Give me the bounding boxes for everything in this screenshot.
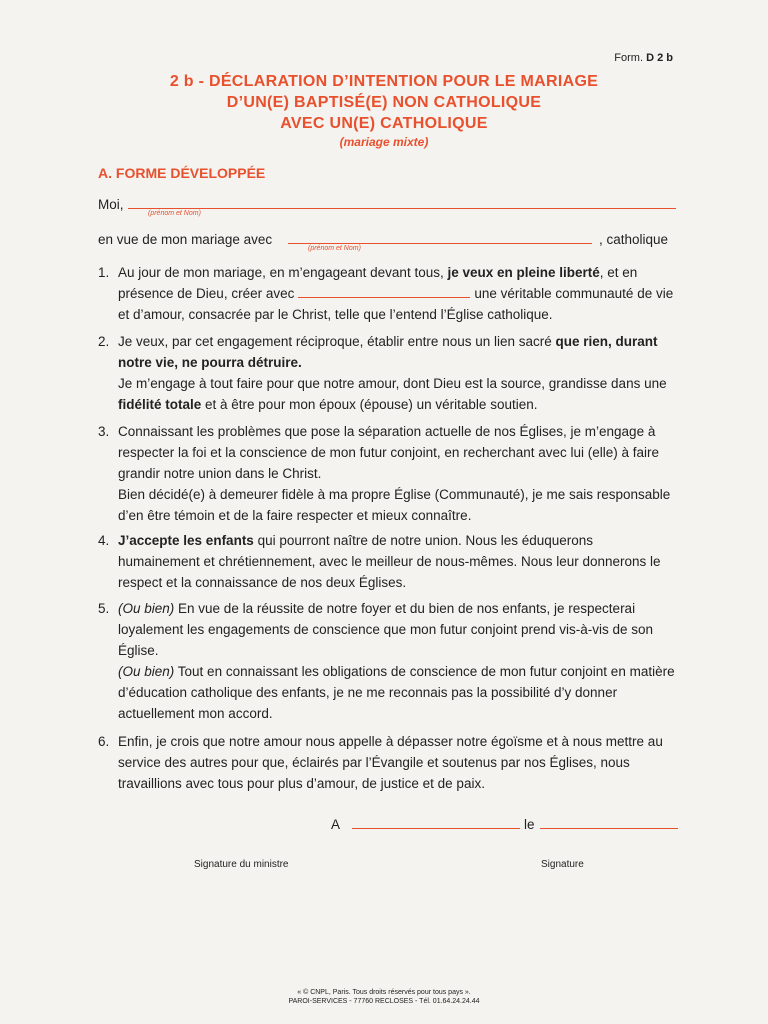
mariage-label: en vue de mon mariage avec xyxy=(98,232,273,247)
form-code xyxy=(614,52,673,64)
item-number: 5. xyxy=(98,601,110,616)
item-option-label: (Ou bien) xyxy=(118,664,175,679)
item-2 xyxy=(98,331,678,415)
moi-name-field[interactable] xyxy=(128,208,676,209)
date-field[interactable] xyxy=(540,828,678,829)
item-text: Enfin, je crois que notre amour nous appelle à dépasser notre égoïsme et à nous mettre au service des autres pour que, éclairés par l’Évangile et soutenus par nos Églises, nous travaillions avec tous pour plus d’amour, de justice et de paix. xyxy=(118,734,663,791)
item-number: 6. xyxy=(98,734,110,749)
item-text: Connaissant les problèmes que pose la séparation actuelle de nos Églises, je m’engage à respecter la foi et la conscience de mon futur conjoint, en recherchant avec lui (elle) à faire grandir notre union dans le Christ. xyxy=(118,424,660,481)
item-text: Au jour de mon mariage, en m’engageant devant tous, xyxy=(118,265,448,280)
place-label: A xyxy=(331,817,341,832)
footer-copyright: « © CNPL, Paris. Tous droits réservés pour tous pays ». xyxy=(297,989,471,996)
item-6 xyxy=(98,731,678,794)
item-emphasis: je veux en pleine liberté xyxy=(447,265,600,280)
item-1 xyxy=(98,262,678,325)
moi-label: Moi, xyxy=(98,197,124,212)
item-text: une véritable communauté de vie et d’amour, consacrée par le Christ, telle que l’entend l’Église catholique. xyxy=(118,286,674,322)
footer xyxy=(0,988,768,1006)
place-field[interactable] xyxy=(352,828,520,829)
footer-publisher: PAROI-SERVICES - 77760 RECLOSES - Tél. 01.64.24.24.44 xyxy=(288,998,480,1005)
item-emphasis: fidélité totale xyxy=(118,397,202,412)
date-label: le xyxy=(524,817,535,832)
item-5 xyxy=(98,598,678,724)
item-text: qui pourront naître de notre union. Nous les éduquerons humainement et chrétiennement, avec le meilleur de nous-mêmes. Nous leur donnerons le respect et la connaissance de nos deux Églises. xyxy=(118,533,661,590)
section-heading: A. FORME DÉVELOPPÉE xyxy=(98,165,266,181)
subtitle: (mariage mixte) xyxy=(339,135,429,149)
item-text: Je m’engage à tout faire pour que notre amour, dont Dieu est la source, grandisse dans une xyxy=(118,376,667,391)
partner-name-field[interactable] xyxy=(288,243,592,244)
item-number: 4. xyxy=(98,533,110,548)
item-text: En vue de la réussite de notre foyer et du bien de nos enfants, je respecterai loyalement les engagements de conscience que mon futur conjoint prend vis-à-vis de son Église. xyxy=(118,601,654,658)
title-line-1: 2 b - DÉCLARATION D’INTENTION POUR LE MARIAGE xyxy=(169,73,599,90)
item-emphasis: que rien, durant notre vie, ne pourra détruire. xyxy=(118,334,658,370)
item-option-label: (Ou bien) xyxy=(118,601,175,616)
item-number: 2. xyxy=(98,334,110,349)
item-text: Je veux, par cet engagement réciproque, établir entre nous un lien sacré xyxy=(118,334,556,349)
moi-hint: (prénom et Nom) xyxy=(148,210,201,217)
minister-signature-label: Signature du ministre xyxy=(194,859,289,870)
signature-label: Signature xyxy=(541,859,584,870)
item-4 xyxy=(98,530,678,593)
form-code-value: D 2 b xyxy=(646,52,673,64)
item-emphasis: J’accepte les enfants xyxy=(118,533,254,548)
partner-hint: (prénom et Nom) xyxy=(308,245,361,252)
item-text: et à être pour mon époux (épouse) un véritable soutien. xyxy=(201,397,538,412)
item-text: , et en présence de Dieu, créer avec xyxy=(118,265,638,301)
item-text: Bien décidé(e) à demeurer fidèle à ma propre Église (Communauté), je me sais responsable d’en être témoin et de la faire respecter et mieux connaître. xyxy=(118,487,671,523)
title-line-3: AVEC UN(E) CATHOLIQUE xyxy=(280,115,488,132)
item-text: Tout en connaissant les obligations de conscience de mon futur conjoint en matière d’éducation catholique des enfants, je ne me reconnais pas la possibilité d’y donner actuellement mon accord. xyxy=(118,664,675,721)
item-number: 1. xyxy=(98,265,110,280)
title-line-2: D’UN(E) BAPTISÉ(E) NON CATHOLIQUE xyxy=(226,94,542,111)
catholique-suffix: , catholique xyxy=(599,232,669,247)
item-number: 3. xyxy=(98,424,110,439)
item-3 xyxy=(98,421,678,526)
form-code-prefix: Form. xyxy=(614,52,644,64)
spouse-name-field[interactable] xyxy=(298,285,470,298)
